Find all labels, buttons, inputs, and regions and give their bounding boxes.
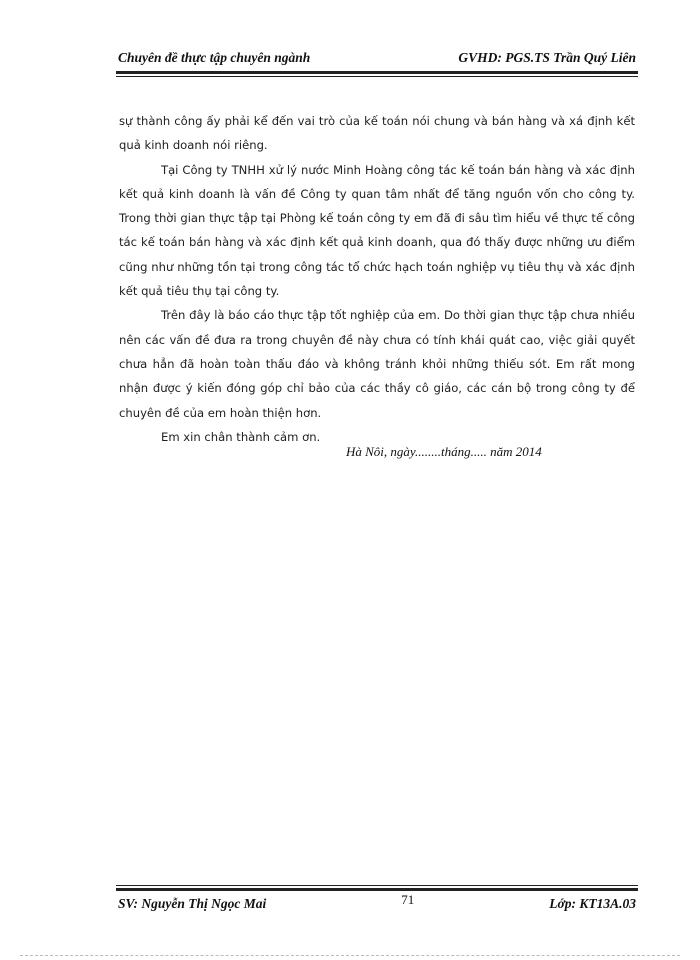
footer-rule <box>116 885 638 891</box>
header-rule <box>116 71 638 77</box>
document-body <box>119 109 635 449</box>
paragraph-company: Tại Công ty TNHH xử lý nước Minh Hoàng công tác kế toán bán hàng và xác định kết quả kinh doanh là vấn đề Công ty quan tâm nhất để tăng nguồn vốn cho công ty. Trong thời gian thực tập tại Phòng kế toán công ty em đã đi sâu tìm hiểu về thực tế công tác kế toán bán hàng và xác định kết quả kinh doanh, qua đó thấy được những ưu điểm cũng như những tồn tại trong công tác tổ chức hạch toán nghiệp vụ tiêu thụ và xác định kết quả tiêu thụ tại công ty. <box>119 162 635 299</box>
paragraph-thanks: Em xin chân thành cảm ơn. <box>161 429 321 444</box>
page-header <box>118 50 636 66</box>
page-footer <box>118 892 636 912</box>
page-number: 71 <box>401 892 415 907</box>
page-break-line <box>20 955 680 956</box>
footer-student: SV: Nguyễn Thị Ngọc Mai <box>118 896 267 911</box>
paragraph-report: Trên đây là báo cáo thực tập tốt nghiệp của em. Do thời gian thực tập chưa nhiều nên các vấn đề đưa ra trong chuyên đề này chưa có tính khái quát cao, việc giải quyết chưa hẳn đã hoàn toàn thấu đáo và không tránh khỏi những thiếu sót. Em rất mong nhận được ý kiến đóng góp chỉ bảo của các thầy cô giáo, các cán bộ trong công ty để chuyên đề của em hoàn thiện hơn. <box>119 308 635 420</box>
paragraph-intro: sự thành công ấy phải kể đến vai trò của kế toán nói chung và bán hàng và xá định kết quả kinh doanh nói riêng. <box>119 114 635 153</box>
header-title: Chuyên đề thực tập chuyên ngành <box>118 50 311 65</box>
footer-class: Lớp: KT13A.03 <box>549 896 636 911</box>
signature-date-line: Hà Nôi, ngày........tháng..... năm 2014 <box>346 444 542 459</box>
header-advisor: GVHD: PGS.TS Trần Quý Liên <box>458 50 636 65</box>
